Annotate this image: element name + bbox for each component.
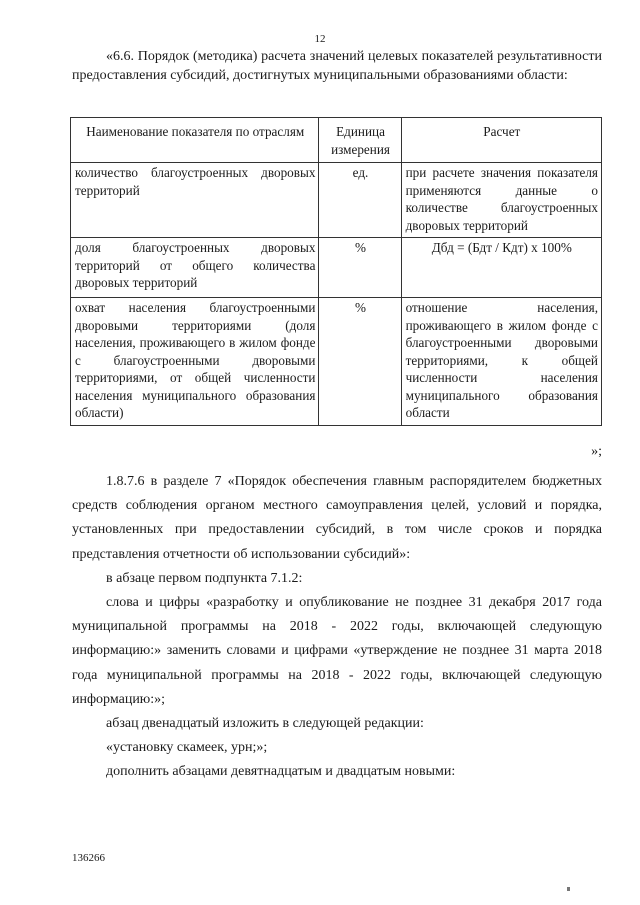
paragraph: в абзаце первом подпункта 7.1.2: — [106, 570, 303, 586]
scan-speck — [567, 887, 570, 891]
indicator-name: охват населения благоустроенными дворовыми территориями (доля населения, проживающего в жилом фонде с благоустроенными дворовыми территориями, от общей численности населения муниципального образования области) — [71, 298, 319, 426]
section-intro: «6.6. Порядок (методика) расчета значений целевых показателей результативности предоставления субсидий, достигнутых муниципальными образованиями области: — [72, 49, 602, 83]
document-body — [72, 470, 602, 785]
table-closing-quote: »; — [591, 444, 602, 459]
table-row — [71, 238, 602, 298]
paragraph: «установку скамеек, урн;»; — [106, 740, 268, 756]
page-number: 12 — [314, 33, 326, 45]
indicator-name: доля благоустроенных дворовых территорий от общего количества дворовых территорий — [71, 238, 319, 298]
indicator-unit: % — [319, 298, 401, 426]
paragraph: дополнить абзацами девятнадцатым и двадцатым новыми: — [106, 764, 456, 780]
indicator-unit: ед. — [319, 163, 401, 238]
indicator-calculation: при расчете значения показателя применяются данные о количестве благоустроенных дворовых территорий — [401, 163, 601, 238]
paragraph: слова и цифры «разработку и опубликование не позднее 31 декабря 2017 года муниципальной программы на 2018 - 2022 годы, включающей следующую информацию:» заменить словами и цифрами «утверждение не позднее 31 марта 2018 года муниципальной программы на 2018 - 2022 годы, включающей следующую информацию:»; — [72, 595, 602, 707]
header-unit: Единица измерения — [319, 118, 401, 163]
indicator-name: количество благоустроенных дворовых территорий — [71, 163, 319, 238]
document-code: 136266 — [72, 852, 105, 864]
indicator-calculation: отношение населения, проживающего в жилом фонде с благоустроенными дворовыми территориями, к общей численности населения муниципального образования области — [401, 298, 601, 426]
table-header-row — [71, 118, 602, 163]
header-indicator-name: Наименование показателя по отраслям — [71, 118, 319, 163]
indicator-unit: % — [319, 238, 401, 298]
paragraph: 1.8.7.6 в разделе 7 «Порядок обеспечения главным распорядителем бюджетных средств соблюдения органом местного самоуправления целей, условий и порядка, установленных при предоставлении субсидий, в том числе сроков и порядка представления отчетности об использовании субсидий»: — [72, 474, 602, 562]
header-calculation: Расчет — [401, 118, 601, 163]
table-row — [71, 298, 602, 426]
indicator-formula: Дбд = (Бдт / Кдт) х 100% — [401, 238, 601, 298]
indicators-table — [70, 117, 602, 426]
paragraph: абзац двенадцатый изложить в следующей редакции: — [106, 716, 424, 732]
table-row — [71, 163, 602, 238]
